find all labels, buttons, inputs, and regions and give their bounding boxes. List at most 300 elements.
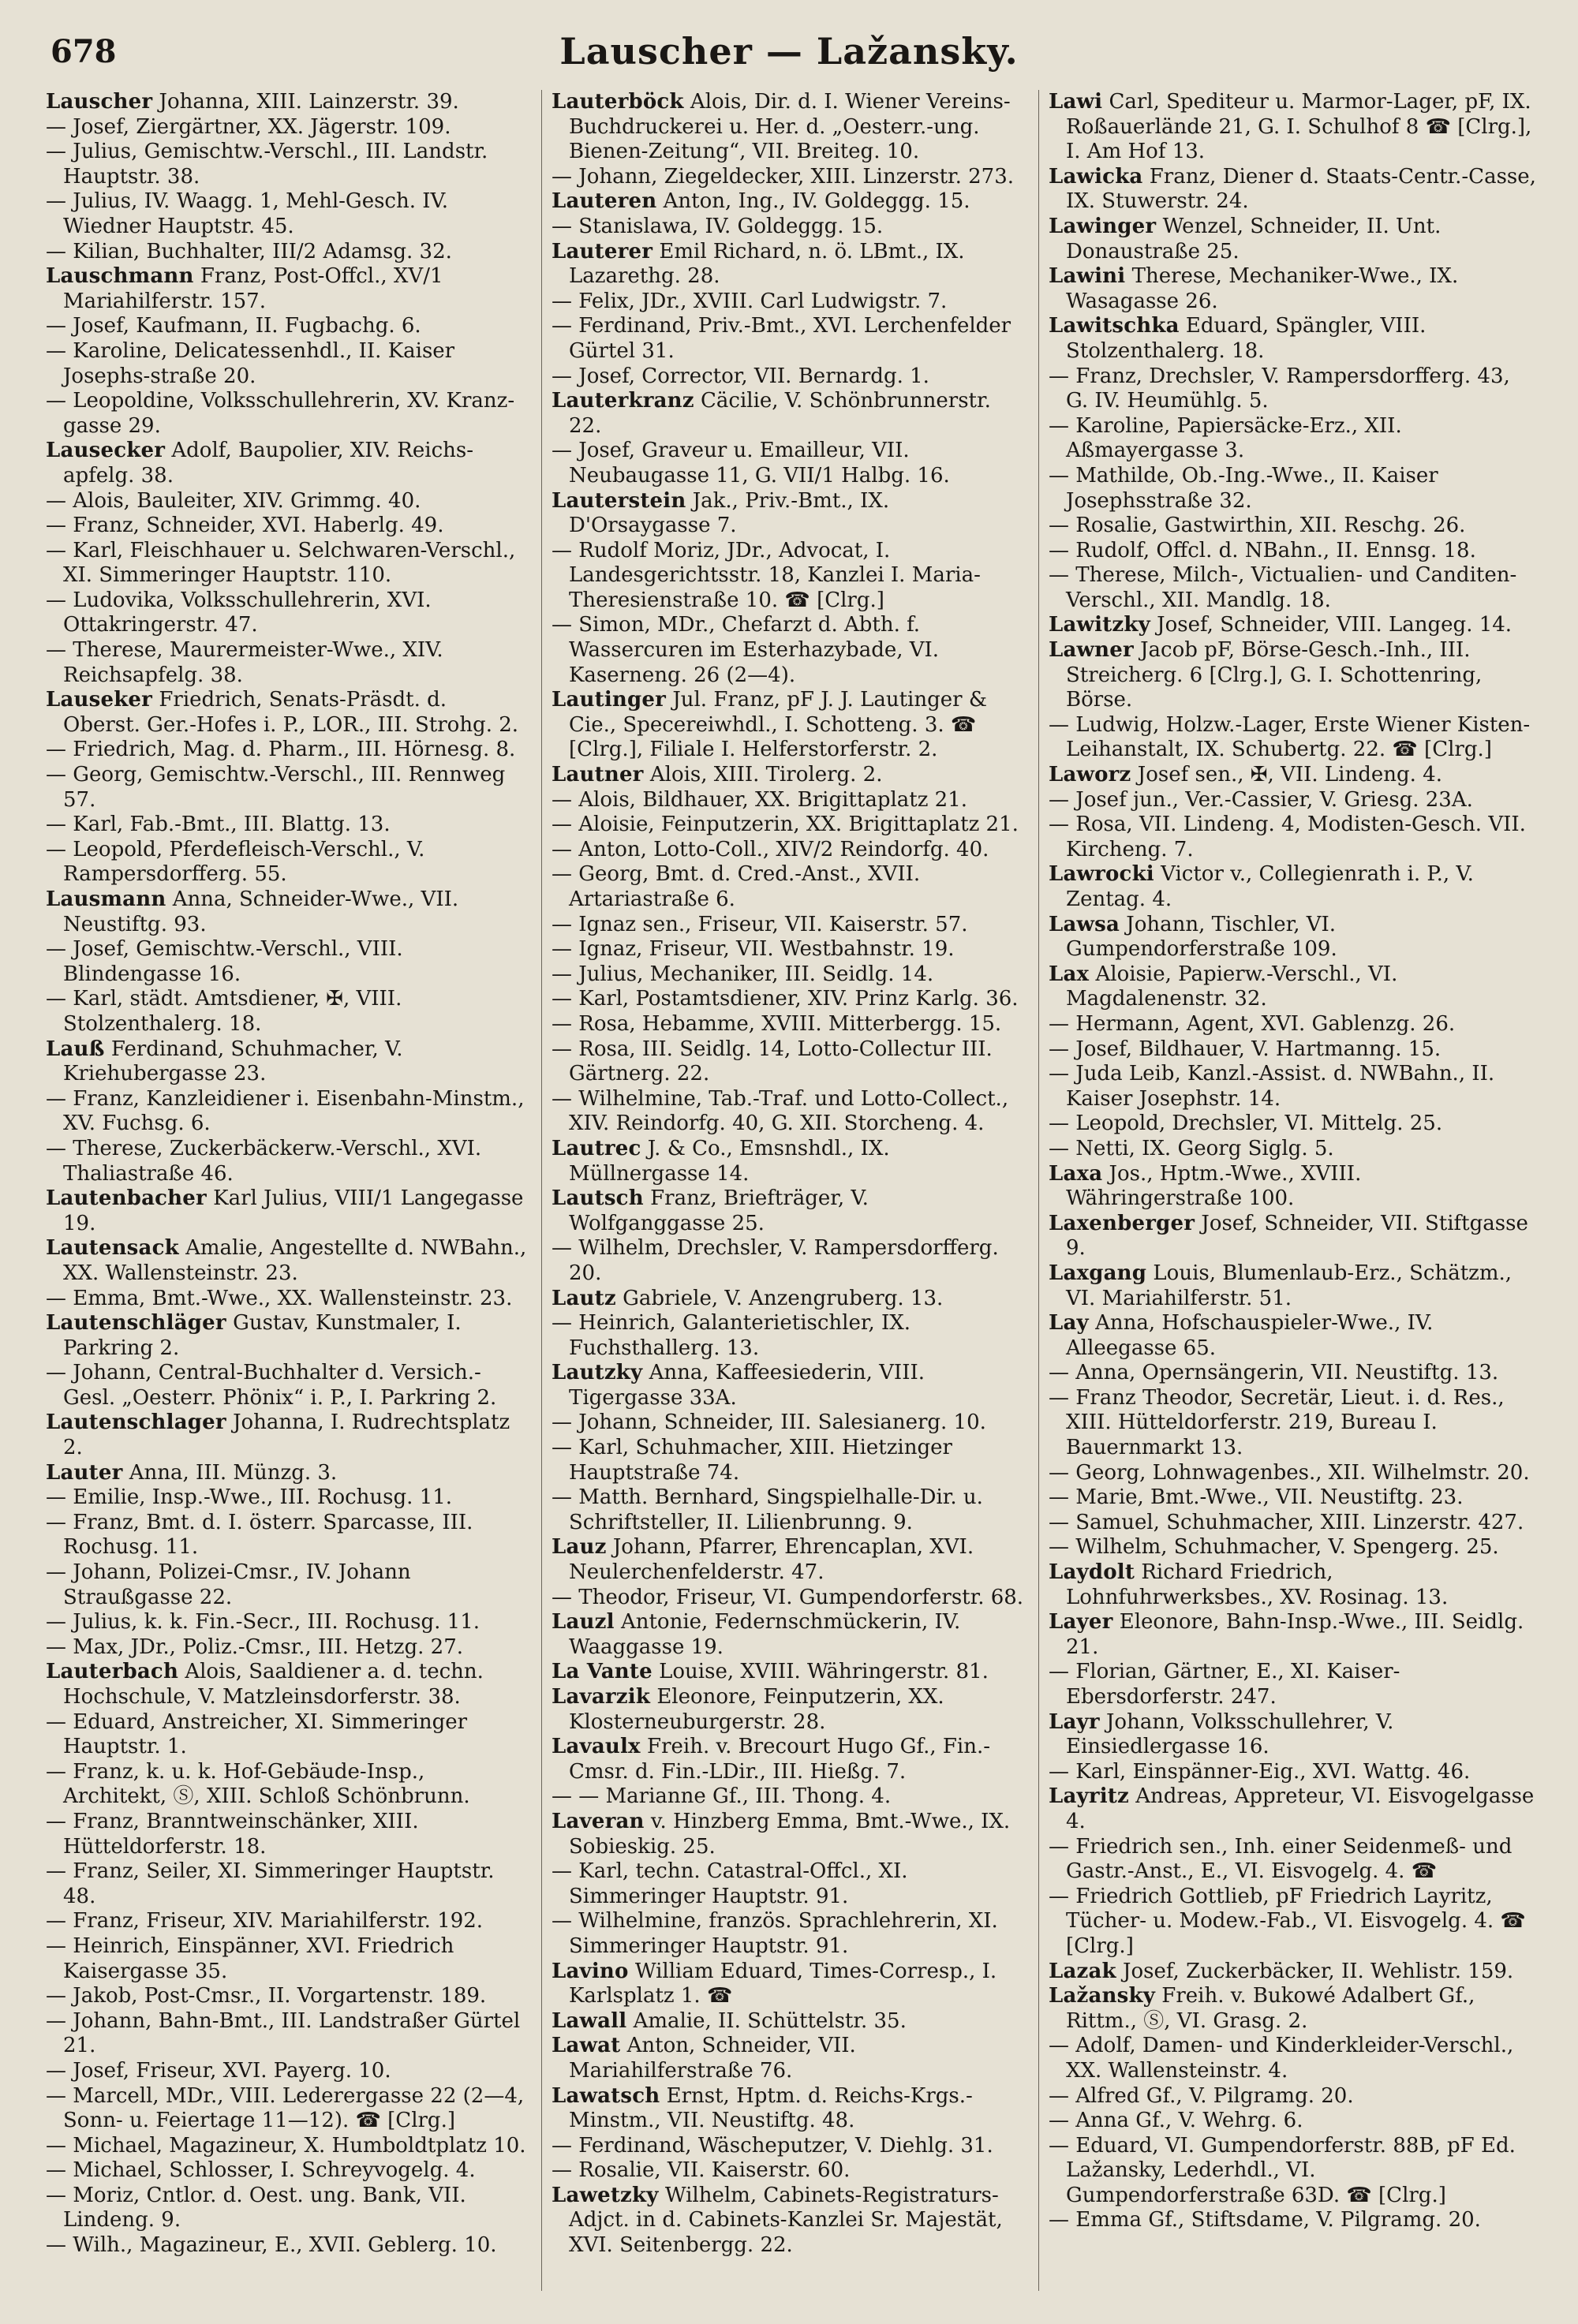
entry-surname: Laxgang (1049, 1261, 1147, 1285)
directory-entry (552, 489, 1025, 539)
entry-text: — Karoline, Delicatessenhdl., II. Kaiser Josephs-straße 20. (46, 338, 455, 388)
entry-text: — Julius, Gemischtw.-Verschl., III. Landstr. Hauptstr. 38. (46, 140, 488, 189)
entry-text: Anton, Schneider, VII. Mariahilferstraße 76. (569, 2034, 856, 2083)
directory-entry (46, 937, 527, 987)
entry-text: — Franz, Kanzleidiener i. Eisenbahn-Minstm., XV. Fuchsg. 6. (46, 1086, 525, 1136)
directory-entry (552, 763, 1025, 788)
entry-text: Johanna, XIII. Lainzerstr. 39. (159, 90, 459, 114)
entry-text: — Theodor, Friseur, VI. Gumpendorferstr. 68. (552, 1585, 1024, 1609)
directory-entry (46, 1984, 527, 2009)
entry-text: Jak., Priv.-Bmt., IX. D'Orsaygasse 7. (569, 488, 890, 538)
entry-text: — Jakob, Post-Cmsr., II. Vorgartenstr. 189. (46, 1984, 487, 2008)
entry-text: Eleonore, Feinputzerin, XX. Klosterneuburgerstr. 28. (569, 1685, 944, 1734)
entry-text: — Johann, Central-Buchhalter d. Versich.-Gesl. „Oesterr. Phönix“ i. P., I. Parkring 2. (46, 1361, 497, 1410)
entry-text: — Johann, Polizei-Cmsr., IV. Johann Straußgasse 22. (46, 1560, 411, 1609)
directory-entry (46, 1660, 527, 1709)
entry-text: — Karl, techn. Catastral-Offcl., XI. Simmeringer Hauptstr. 91. (552, 1859, 908, 1908)
entry-text: — Rudolf, Offcl. d. NBahn., II. Ennsg. 18. (1049, 538, 1476, 562)
entry-text: Louise, XVIII. Währingerstr. 81. (659, 1660, 989, 1684)
directory-entry (552, 1660, 1025, 1685)
entry-text: — Wilh., Magazineur, E., XVII. Geblerg. 10. (46, 2233, 497, 2258)
entry-text: — Michael, Schlosser, I. Schreyvogelg. 4. (46, 2158, 476, 2183)
entry-text: — Johann, Schneider, III. Salesianerg. 10. (552, 1410, 986, 1435)
directory-entry (1049, 215, 1538, 264)
entry-text: — Moriz, Cntlor. d. Oest. ung. Bank, VII. Lindeng. 9. (46, 2183, 466, 2232)
entry-text: — Friedrich sen., Inh. einer Seidenmeß- und Gastr.-Anst., E., VI. Eisvogelg. 4. ☎ (1049, 1834, 1513, 1884)
entry-text: Alois, Dir. d. I. Wiener Vereins-Buchdruckerei u. Her. d. „Oesterr.-ung. Bienen-Zeitung“, VII. Breiteg. 10. (569, 90, 1011, 164)
entry-text: — Ignaz sen., Friseur, VII. Kaiserstr. 57. (552, 912, 968, 936)
entry-text: — Emma, Bmt.-Wwe., XX. Wallensteinstr. 23. (46, 1286, 513, 1310)
entry-text: Ernst, Hptm. d. Reichs-Krgs.-Minstm., VII. Neustiftg. 48. (569, 2083, 973, 2133)
entry-text: — Friedrich Gottlieb, pF Friedrich Layritz, Tücher- u. Modew.-Fab., VI. Eisvogelg. 4. ☎ [Clrg.] (1049, 1884, 1526, 1958)
directory-entry (552, 813, 1025, 838)
entry-surname: Lauscher (46, 90, 153, 114)
directory-entry (552, 987, 1025, 1012)
entry-text: — Rosa, Hebamme, XVIII. Mitterbergg. 15. (552, 1011, 1002, 1036)
directory-entry (46, 738, 527, 763)
directory-entry (552, 1909, 1025, 1959)
directory-entry (552, 240, 1025, 290)
directory-entry (46, 1635, 527, 1661)
entry-text: — Franz, Drechsler, V. Rampersdorfferg. 43, G. IV. Heumühlg. 5. (1049, 364, 1510, 413)
page-header (38, 24, 1540, 90)
entry-surname: Lauterkranz (552, 389, 694, 413)
directory-entry (46, 2184, 527, 2233)
entry-text: Aloisie, Papierw.-Verschl., VI. Magdalenenstr. 32. (1066, 962, 1398, 1011)
directory-entry (1049, 2084, 1538, 2109)
entry-text: Freih. v. Brecourt Hugo Gf., Fin.-Cmsr. d. Fin.-LDir., III. Hießg. 7. (569, 1735, 991, 1784)
directory-entry (46, 2158, 527, 2184)
entry-surname: Lawrocki (1049, 862, 1154, 887)
entry-text: — Julius, IV. Waagg. 1, Mehl-Gesch. IV. Wiedner Hauptstr. 45. (46, 189, 449, 238)
entry-text: — Franz, Friseur, XIV. Mariahilferstr. 192. (46, 1909, 484, 1934)
entry-text: Johann, Pfarrer, Ehrencaplan, XVI. Neulerchenfelderstr. 47. (569, 1535, 974, 1585)
directory-entry (46, 1610, 527, 1635)
directory-entry (1049, 1511, 1538, 1536)
directory-entry (1049, 638, 1538, 713)
entry-surname: Layr (1049, 1709, 1100, 1734)
entry-text: — Felix, JDr., XVIII. Carl Ludwigstr. 7. (552, 289, 948, 313)
entry-text: Johanna, I. Rudrechtsplatz 2. (63, 1410, 510, 1460)
entry-text: — Ludovika, Volksschullehrerin, XVI. Ottakringerstr. 47. (46, 588, 432, 637)
entry-text: Franz, Diener d. Staats-Centr.-Casse, IX. Stuwerstr. 24. (1066, 164, 1536, 214)
directory-entry (552, 539, 1025, 614)
entry-text: Anton, Ing., IV. Goldeggg. 15. (663, 189, 970, 214)
directory-entry (46, 1710, 527, 1760)
entry-surname: Lauzl (552, 1610, 615, 1635)
entry-surname: Lavarzik (552, 1685, 651, 1709)
entry-text: — Franz, Branntweinschänker, XIII. Hütteldorferstr. 18. (46, 1809, 419, 1859)
entry-text: Josef, Schneider, VII. Stiftgasse 9. (1066, 1211, 1528, 1261)
directory-entry (1049, 1784, 1538, 1834)
entry-surname: Lauter (46, 1460, 123, 1485)
directory-entry (552, 189, 1025, 215)
entry-surname: Layritz (1049, 1784, 1129, 1809)
directory-entry (552, 1311, 1025, 1361)
entry-surname: Lawsa (1049, 912, 1120, 936)
entry-text: Eleonore, Bahn-Insp.-Wwe., III. Seidlg. 21. (1066, 1610, 1524, 1659)
entry-text: — Ignaz, Friseur, VII. Westbahnstr. 19. (552, 937, 955, 962)
directory-entry (46, 2233, 527, 2259)
entry-text: — Therese, Maurermeister-Wwe., XIV. Reichsapfelg. 38. (46, 638, 443, 687)
directory-entry (1049, 1984, 1538, 2034)
directory-entry (46, 1760, 527, 1810)
entry-surname: Lawicka (1049, 164, 1143, 189)
directory-entry (1049, 1162, 1538, 1212)
directory-entry (1049, 913, 1538, 962)
entry-text: Adolf, Baupolier, XIV. Reichs-apfelg. 38. (63, 439, 474, 488)
entry-text: — Rosa, VII. Lindeng. 4, Modisten-Gesch. VII. Kircheng. 7. (1049, 813, 1526, 861)
directory-entry (46, 813, 527, 838)
entry-text: — Ferdinand, Wäscheputzer, V. Diehlg. 31. (552, 2133, 993, 2158)
directory-entry (46, 688, 527, 738)
directory-entry (46, 314, 527, 339)
directory-entry (552, 2134, 1025, 2159)
entry-text: Victor v., Collegienrath i. P., V. Zentag. 4. (1066, 862, 1474, 911)
directory-entry (1049, 1261, 1538, 1311)
entry-surname: Lawat (552, 2034, 621, 2058)
directory-entry (552, 1535, 1025, 1585)
entry-surname: Lauterer (552, 239, 653, 263)
directory-entry (552, 2009, 1025, 2034)
entry-text: — Therese, Milch-, Victualien- und Canditen-Verschl., XII. Mandlg. 18. (1049, 563, 1517, 612)
entry-text: — Kilian, Buchhalter, III/2 Adamsg. 32. (46, 239, 452, 263)
entry-text: — Anna, Opernsängerin, VII. Neustiftg. 13. (1049, 1361, 1499, 1385)
directory-entry (1049, 1212, 1538, 1261)
directory-entry (46, 1186, 527, 1236)
entry-text: — Rosa, III. Seidlg. 14, Lotto-Collectur III. Gärtnerg. 22. (552, 1037, 993, 1086)
directory-entry (552, 215, 1025, 240)
directory-page (38, 24, 1540, 2303)
entry-text: — Friedrich, Mag. d. Pharm., III. Hörnesg. 8. (46, 738, 516, 762)
directory-entry (46, 1361, 527, 1410)
entry-text: Ferdinand, Schuhmacher, V. Kriehubergasse 23. (63, 1037, 403, 1086)
entry-text: Johann, Tischler, VI. Gumpendorferstraße 109. (1066, 912, 1337, 962)
entry-surname: Lazak (1049, 1959, 1116, 1983)
directory-entry (46, 1137, 527, 1186)
directory-entry (46, 140, 527, 189)
directory-entry (552, 439, 1025, 488)
entry-surname: Laxenberger (1049, 1211, 1195, 1235)
entry-text: — Julius, Mechaniker, III. Seidlg. 14. (552, 962, 934, 986)
directory-entry (552, 688, 1025, 763)
entry-surname: Lavaulx (552, 1735, 641, 1759)
entry-text: Karl Julius, VIII/1 Langegasse 19. (63, 1186, 524, 1235)
entry-surname: Lautsch (552, 1186, 644, 1211)
entry-text: — Josef jun., Ver.-Cassier, V. Griesg. 23A. (1049, 787, 1473, 812)
directory-entry (1049, 264, 1538, 314)
directory-entry (1049, 2134, 1538, 2209)
entry-surname: Lawatsch (552, 2083, 660, 2108)
entry-surname: Lawitschka (1049, 314, 1180, 338)
column-2 (541, 90, 1025, 2291)
directory-entry (1049, 1386, 1538, 1461)
entry-text: — Alois, Bildhauer, XX. Brigittaplatz 21. (552, 787, 968, 812)
entry-text: Anna, Kaffeesiederin, VIII. Tigergasse 33A. (569, 1361, 925, 1410)
entry-text: — Karl, Schuhmacher, XIII. Hietzinger Hauptstraße 74. (552, 1436, 952, 1485)
entry-surname: Layer (1049, 1610, 1113, 1635)
entry-text: — Rosalie, VII. Kaiserstr. 60. (552, 2158, 851, 2183)
entry-surname: Lax (1049, 962, 1090, 986)
entry-text: — Alfred Gf., V. Pilgramg. 20. (1049, 2083, 1354, 2108)
entry-text: — Matth. Bernhard, Singspielhalle-Dir. u. Schriftsteller, II. Lilienbrunng. 9. (552, 1485, 983, 1534)
directory-entry (46, 1087, 527, 1137)
entry-text: — Georg, Lohnwagenbes., XII. Wilhelmstr. 20. (1049, 1460, 1530, 1485)
directory-entry (552, 1586, 1025, 1611)
directory-entry (552, 937, 1025, 962)
directory-entry (552, 1485, 1025, 1535)
directory-entry (46, 1511, 527, 1560)
page-number: 678 (50, 33, 117, 70)
entry-text: — Wilhelmine, französ. Sprachlehrerin, XI. Simmeringer Hauptstr. 91. (552, 1909, 998, 1958)
directory-entry (46, 1037, 527, 1087)
directory-entry (552, 1810, 1025, 1859)
column-1 (46, 90, 527, 2291)
directory-entry (1049, 1610, 1538, 1660)
entry-surname: Lawini (1049, 264, 1126, 289)
directory-entry (552, 962, 1025, 988)
entry-text: — Franz, k. u. k. Hof-Gebäude-Insp., Architekt, Ⓢ, XIII. Schloß Schönbrunn. (46, 1759, 470, 1809)
directory-entry (46, 2084, 527, 2134)
entry-text: v. Hinzberg Emma, Bmt.-Wwe., IX. Sobieskig. 25. (569, 1809, 1011, 1859)
entry-text: — — Marianne Gf., III. Thong. 4. (552, 1784, 892, 1809)
entry-surname: Lawetzky (552, 2183, 659, 2207)
entry-text: Freih. v. Bukowé Adalbert Gf., Rittm., Ⓢ, VI. Grasg. 2. (1066, 1984, 1475, 2033)
directory-entry (46, 1461, 527, 1486)
directory-entry (1049, 1037, 1538, 1063)
directory-entry (552, 1287, 1025, 1312)
directory-entry (46, 1311, 527, 1361)
entry-surname: Lauschmann (46, 264, 194, 289)
entry-text: Josef, Zuckerbäcker, II. Wehlistr. 159. (1123, 1959, 1514, 1983)
entry-surname: Lažansky (1049, 1984, 1156, 2008)
entry-surname: Lautz (552, 1286, 616, 1310)
directory-entry (1049, 1112, 1538, 1137)
directory-entry (1049, 1535, 1538, 1560)
running-head: Lauscher — Lažansky. (559, 30, 1019, 73)
entry-text: Antonie, Federnschmückerin, IV. Waaggasse 19. (569, 1610, 961, 1659)
directory-entry (46, 887, 527, 937)
entry-surname: Lauz (552, 1535, 607, 1560)
directory-entry (552, 1685, 1025, 1735)
entry-surname: Lauterstein (552, 488, 686, 513)
entry-text: Josef, Schneider, VIII. Langeg. 14. (1157, 613, 1513, 637)
directory-entry (552, 1960, 1025, 2009)
directory-entry (46, 240, 527, 265)
directory-entry (1049, 862, 1538, 912)
directory-entry (1049, 1137, 1538, 1162)
directory-entry (552, 314, 1025, 364)
entry-surname: La Vante (552, 1660, 653, 1684)
entry-surname: Lausecker (46, 439, 166, 463)
entry-text: Anna, Schneider-Wwe., VII. Neustiftg. 93. (63, 887, 459, 936)
directory-entry (1049, 364, 1538, 414)
directory-entry (552, 2034, 1025, 2083)
directory-entry (46, 339, 527, 389)
directory-entry (552, 862, 1025, 912)
entry-text: — Hermann, Agent, XVI. Gablenzg. 26. (1049, 1011, 1456, 1036)
directory-entry (46, 838, 527, 887)
entry-text: Friedrich, Senats-Präsdt. d. Oberst. Ger.-Hofes i. P., LOR., III. Strohg. 2. (63, 688, 519, 737)
directory-entry (552, 1859, 1025, 1909)
directory-entry (1049, 1361, 1538, 1386)
directory-entry (1049, 1461, 1538, 1486)
entry-text: Franz, Briefträger, V. Wolfganggasse 25. (569, 1186, 869, 1235)
entry-surname: Lautenschlager (46, 1410, 226, 1435)
directory-entry (46, 588, 527, 638)
entry-text: — Johann, Ziegeldecker, XIII. Linzerstr. 273. (552, 164, 1015, 189)
directory-entry (1049, 788, 1538, 813)
directory-entry (552, 1087, 1025, 1137)
directory-entry (552, 1410, 1025, 1436)
directory-entry (1049, 90, 1538, 165)
directory-entry (1049, 1885, 1538, 1960)
entry-text: Wenzel, Schneider, II. Unt. Donaustraße 25. (1066, 214, 1442, 263)
entry-surname: Lauß (46, 1037, 105, 1061)
directory-entry (1049, 1485, 1538, 1511)
entry-text: Jul. Franz, pF J. J. Lautinger & Cie., Specereiwhdl., I. Schotteng. 3. ☎ [Clrg.], Filiale I. Helferstorferstr. 2. (569, 688, 987, 762)
entry-text: — Josef, Gemischtw.-Verschl., VIII. Blindengasse 16. (46, 937, 403, 986)
entry-text: — Karl, städt. Amtsdiener, ✠, VIII. Stolzenthalerg. 18. (46, 987, 402, 1036)
entry-text: Gabriele, V. Anzengruberg. 13. (623, 1286, 944, 1310)
directory-entry (552, 90, 1025, 165)
entry-text: — Georg, Bmt. d. Cred.-Anst., XVII. Artariastraße 6. (552, 862, 921, 911)
directory-entry (46, 90, 527, 115)
entry-text: — Rudolf Moriz, JDr., Advocat, I. Landesgerichtsstr. 18, Kanzlei I. Maria-Theresienstraße 10. ☎ [Clrg.] (552, 538, 981, 612)
directory-entry (1049, 1710, 1538, 1760)
entry-text: — Karl, Einspänner-Eig., XVI. Wattg. 46. (1049, 1759, 1471, 1784)
entry-text: Anna, III. Münzg. 3. (129, 1460, 338, 1485)
entry-surname: Lawi (1049, 90, 1103, 114)
entry-text: — Marcell, MDr., VIII. Lederergasse 22 (2—4, Sonn- u. Feiertage 11—12). ☎ [Clrg.] (46, 2083, 525, 2133)
entry-surname: Lautensack (46, 1236, 179, 1261)
entry-surname: Lausmann (46, 887, 166, 911)
entry-surname: Lauterbach (46, 1660, 179, 1684)
entry-text: Carl, Spediteur u. Marmor-Lager, pF, IX. Roßauerlände 21, G. I. Schulhof 8 ☎ [Clrg.], I. Am Hof 13. (1066, 90, 1532, 164)
entry-text: — Leopoldine, Volksschullehrerin, XV. Kranz-gasse 29. (46, 389, 515, 438)
entry-surname: Lautinger (552, 688, 667, 712)
entry-surname: Laxa (1049, 1161, 1103, 1186)
directory-entry (552, 364, 1025, 390)
entry-surname: Lay (1049, 1311, 1089, 1336)
column-3 (1038, 90, 1538, 2291)
columns (46, 90, 1540, 2291)
directory-entry (1049, 1062, 1538, 1112)
entry-text: — Emilie, Insp.-Wwe., III. Rochusg. 11. (46, 1485, 453, 1510)
entry-surname: Lautzky (552, 1361, 643, 1385)
entry-surname: Lavino (552, 1959, 629, 1983)
entry-text: Emil Richard, n. ö. LBmt., IX. Lazarethg. 28. (569, 239, 965, 289)
directory-entry (552, 1012, 1025, 1037)
entry-text: Jacob pF, Börse-Gesch.-Inh., III. Streicherg. 6 [Clrg.], G. I. Schottenring, Börse. (1066, 638, 1483, 712)
entry-text: — Josef, Corrector, VII. Bernardg. 1. (552, 364, 929, 388)
directory-entry (1049, 1660, 1538, 1709)
directory-entry (552, 2158, 1025, 2184)
directory-entry (1049, 1760, 1538, 1785)
entry-text: Eduard, Spängler, VIII. Stolzenthalerg. 18. (1066, 314, 1427, 363)
entry-surname: Laydolt (1049, 1560, 1135, 1585)
entry-text: — Wilhelm, Drechsler, V. Rampersdorfferg. 20. (552, 1236, 999, 1285)
entry-text: — Karl, Postamtsdiener, XIV. Prinz Karlg. 36. (552, 987, 1019, 1011)
entry-text: — Stanislawa, IV. Goldeggg. 15. (552, 214, 884, 238)
entry-text: — Josef, Friseur, XVI. Payerg. 10. (46, 2058, 391, 2083)
directory-entry (552, 1436, 1025, 1485)
entry-text: Andreas, Appreteur, VI. Eisvogelgasse 4. (1066, 1784, 1535, 1833)
directory-entry (46, 115, 527, 140)
directory-entry (46, 1909, 527, 1934)
entry-text: — Wilhelm, Schuhmacher, V. Spengerg. 25. (1049, 1535, 1499, 1560)
directory-entry (552, 165, 1025, 190)
entry-text: Johann, Volksschullehrer, V. Einsiedlergasse 16. (1066, 1709, 1394, 1759)
directory-entry (552, 1361, 1025, 1410)
entry-text: — Franz, Bmt. d. I. österr. Sparcasse, III. Rochusg. 11. (46, 1510, 473, 1560)
entry-text: — Marie, Bmt.-Wwe., VII. Neustiftg. 23. (1049, 1485, 1464, 1510)
directory-entry (552, 1735, 1025, 1784)
entry-text: — Samuel, Schuhmacher, XIII. Linzerstr. 427. (1049, 1510, 1524, 1534)
directory-entry (1049, 414, 1538, 464)
entry-text: Amalie, II. Schüttelstr. 35. (633, 2008, 907, 2033)
entry-surname: Lauseker (46, 688, 153, 712)
entry-text: — Therese, Zuckerbäckerw.-Verschl., XVI. Thaliastraße 46. (46, 1136, 482, 1186)
entry-text: Jos., Hptm.-Wwe., XVIII. Währingerstraße 100. (1066, 1161, 1362, 1211)
entry-text: Anna, Hofschauspieler-Wwe., IV. Alleegasse 65. (1066, 1311, 1434, 1360)
entry-surname: Lautenschläger (46, 1311, 226, 1336)
entry-text: Alois, XIII. Tirolerg. 2. (649, 763, 883, 787)
entry-text: — Max, JDr., Poliz.-Cmsr., III. Hetzg. 27. (46, 1635, 464, 1659)
entry-text: Josef sen., ✠, VII. Lindeng. 4. (1137, 763, 1442, 787)
entry-text: Therese, Mechaniker-Wwe., IX. Wasagasse 26. (1066, 264, 1459, 313)
entry-text: — Heinrich, Einspänner, XVI. Friedrich Kaisergasse 35. (46, 1934, 454, 1983)
entry-text: Wilhelm, Cabinets-Registraturs-Adjct. in d. Cabinets-Kanzlei Sr. Majestät, XVI. Seitenbergg. 22. (569, 2183, 1003, 2258)
directory-entry (552, 913, 1025, 938)
entry-text: Franz, Post-Offcl., XV/1 Mariahilferstr. 157. (63, 264, 443, 313)
entry-text: — Leopold, Pferdefleisch-Verschl., V. Rampersdorfferg. 55. (46, 837, 425, 887)
directory-entry (552, 290, 1025, 315)
entry-text: William Eduard, Times-Corresp., I. Karlsplatz 1. ☎ (569, 1959, 997, 2008)
directory-entry (1049, 165, 1538, 215)
entry-text: — Aloisie, Feinputzerin, XX. Brigittaplatz 21. (552, 813, 1019, 837)
entry-text: — Rosalie, Gastwirthin, XII. Reschg. 26. (1049, 514, 1466, 538)
entry-text: Cäcilie, V. Schönbrunnerstr. 22. (569, 389, 991, 438)
directory-entry (1049, 763, 1538, 788)
directory-entry (1049, 514, 1538, 539)
directory-entry (46, 489, 527, 514)
entry-text: J. & Co., Emsnshdl., IX. Müllnergasse 14. (569, 1136, 890, 1186)
entry-text: Amalie, Angestellte d. NWBahn., XX. Wallensteinstr. 23. (63, 1236, 527, 1285)
directory-entry (46, 264, 527, 314)
entry-text: — Ludwig, Holzw.-Lager, Erste Wiener Kisten-Leihanstalt, IX. Schubertg. 22. ☎ [Clrg.] (1049, 712, 1531, 762)
directory-entry (46, 539, 527, 588)
directory-entry (552, 1784, 1025, 1810)
entry-text: — Anton, Lotto-Coll., XIV/2 Reindorfg. 40. (552, 837, 989, 861)
entry-text: — Wilhelmine, Tab.-Traf. und Lotto-Collect., XIV. Reindorfg. 40, G. XII. Storcheng. 4. (552, 1086, 1009, 1136)
directory-entry (46, 1560, 527, 1610)
entry-text: — Julius, k. k. Fin.-Secr., III. Rochusg. 11. (46, 1610, 481, 1635)
directory-entry (1049, 813, 1538, 862)
directory-entry (552, 2084, 1025, 2134)
entry-text: — Leopold, Drechsler, VI. Mittelg. 25. (1049, 1112, 1443, 1136)
entry-text: — Mathilde, Ob.-Ing.-Wwe., II. Kaiser Josephsstraße 32. (1049, 463, 1438, 513)
entry-surname: Lautenbacher (46, 1186, 207, 1211)
directory-entry (552, 1236, 1025, 1286)
entry-text: — Franz, Seiler, XI. Simmeringer Hauptstr. 48. (46, 1859, 495, 1908)
entry-surname: Lawner (1049, 638, 1134, 663)
directory-entry (552, 1186, 1025, 1236)
directory-entry (46, 1859, 527, 1909)
entry-text: — Alois, Bauleiter, XIV. Grimmg. 40. (46, 488, 421, 513)
entry-surname: Laworz (1049, 763, 1131, 787)
entry-text: — Juda Leib, Kanzl.-Assist. d. NWBahn., II. Kaiser Josephstr. 14. (1049, 1062, 1495, 1111)
